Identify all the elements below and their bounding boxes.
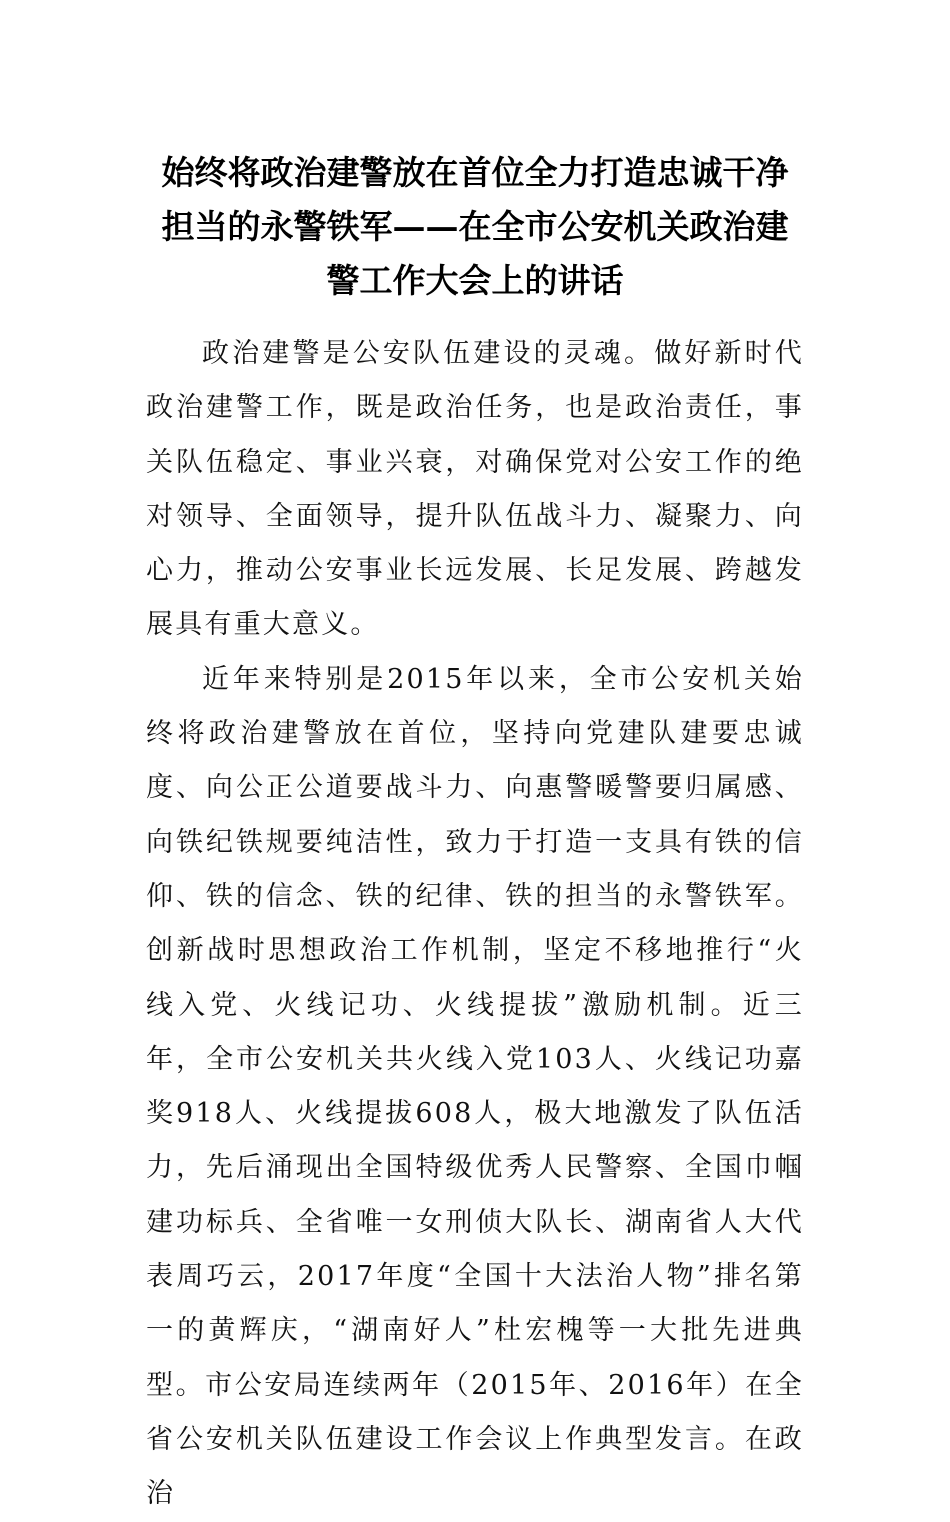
paragraph-2: 近年来特别是2015年以来，全市公安机关始终将政治建警放在首位，坚持向党建队建要忠诚度、向公正公道要战斗力、向惠警暖警要归属感、向铁纪铁规要纯洁性，致力于打造一支具有铁的信仰、铁的信念、铁的纪律、铁的担当的永警铁军。创新战时思想政治工作机制，坚定不移地推行“火线入党、火线记功、火线提拔”激励机制。近三年，全市公安机关共火线入党103人、火线记功嘉奖918人、火线提拔608人，极大地激发了队伍活力，先后涌现出全国特级优秀人民警察、全国巾帼建功标兵、全省唯一女刑侦大队长、湖南省人大代表周巧云，2017年度“全国十大法治人物”排名第一的黄辉庆，“湖南好人”杜宏槐等一大批先进典型。市公安局连续两年（2015年、2016年）在全省公安机关队伍建设工作会议上作典型发言。在政治: [146, 663, 804, 1510]
document-title: 始终将政治建警放在首位全力打造忠诚干净担当的永警铁军——在全市公安机关政治建警工作大会上的讲话: [161, 153, 789, 300]
paragraph-1: 政治建警是公安队伍建设的灵魂。做好新时代政治建警工作，既是政治任务，也是政治责任，事关队伍稳定、事业兴衰，对确保党对公安工作的绝对领导、全面领导，提升队伍战斗力、凝聚力、向心力，推动公安事业长远发展、长足发展、跨越发展具有重大意义。: [146, 338, 804, 641]
document-body: [146, 327, 804, 1522]
